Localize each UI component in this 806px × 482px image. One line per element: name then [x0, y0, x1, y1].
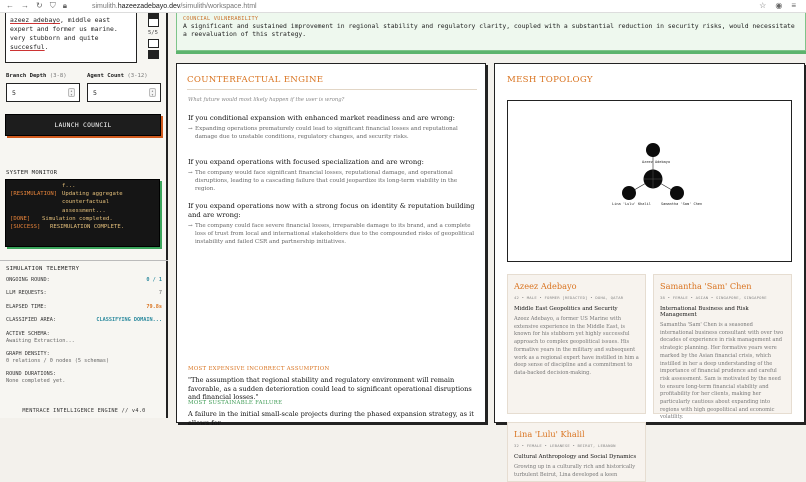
url-path: /simulith/workspace.html	[180, 2, 257, 10]
bio-text: , middle east expert and former us marine. very stubborn and quite	[10, 16, 118, 42]
lock-icon[interactable]: 🔒︎	[62, 1, 67, 10]
telemetry-row	[6, 277, 162, 284]
agent-count-range: (3-12)	[127, 73, 148, 79]
agent-card[interactable]	[653, 274, 792, 421]
browser-toolbar	[0, 0, 806, 13]
system-monitor-title: SYSTEM MONITOR	[6, 170, 58, 176]
agent-node[interactable]	[670, 186, 684, 200]
agent-meta: 38 • FEMALE • ASIAN • SINGAPORE, SINGAPORE	[660, 295, 767, 300]
agent-remove-button[interactable]	[148, 39, 159, 48]
arrow-icon: →	[188, 170, 193, 176]
agent-meta: 42 • MALE • FORMER [REDACTED] • DOHA, QATAR	[514, 295, 624, 300]
node-label: Lina 'Lulu' Khalil	[612, 202, 651, 206]
arrow-icon: →	[188, 223, 193, 229]
scenario-body	[188, 170, 478, 193]
agent-meta: 32 • FEMALE • LEBANESE • BEIRUT, LEBANON	[514, 443, 616, 448]
active-schema-value: Awaiting Extraction...	[6, 338, 75, 344]
telemetry-title: SIMULATION TELEMETRY	[6, 266, 80, 272]
agent-count-value: 5	[93, 89, 97, 97]
scenario-body-text: The company could face severe financial losses, irreparable damage to its brand, and a complete loss of trust from local and international stakeholders due to the compounded risks of geopolitical instability and failed CSR and partnership initiatives.	[195, 223, 475, 245]
branch-depth-input[interactable]	[6, 83, 80, 102]
telemetry-row	[6, 317, 162, 324]
agent-counter: 5/5	[148, 30, 158, 36]
most-sustainable-failure-label: MOST SUSTAINABLE FAILURE	[188, 400, 283, 406]
active-schema-label: ACTIVE SCHEMA:	[6, 331, 50, 337]
most-expensive-assumption-text: "The assumption that regional stability and regulatory environment will remain favorable, as a sudden deterioration could lead to significant operational disruptions and financial losses."	[188, 376, 472, 401]
system-monitor-console	[5, 179, 160, 247]
scenario-item	[188, 114, 478, 142]
star-icon[interactable]: ☆	[759, 1, 767, 10]
counterfactual-panel	[176, 63, 486, 427]
back-icon[interactable]: ←	[6, 1, 14, 10]
agent-field: International Business and Risk Management	[660, 306, 749, 318]
scenario-body	[188, 126, 478, 142]
telemetry-value: 79.8s	[146, 304, 162, 310]
monitor-text-1a: Updating aggregate	[62, 191, 123, 198]
agent-name: Samantha 'Sam' Chen	[660, 281, 752, 291]
branch-depth-value: 5	[12, 89, 16, 97]
telemetry-value: 7	[158, 290, 162, 296]
bio-dot: .	[44, 43, 49, 51]
agent-count-input[interactable]	[87, 83, 161, 102]
url-domain: hazeezadebayo.dev	[117, 2, 181, 10]
vulnerability-text: A significant and sustained improvement in regional stability and regulatory clarity, coupled with a substantial reduction in security risks, would necessitate a reevaluation of this strategy.	[183, 22, 795, 39]
browser-nav	[0, 2, 88, 10]
agent-confirm-button[interactable]	[148, 50, 159, 59]
telemetry-value: 0 / 1	[146, 277, 162, 283]
counterfactual-question: What future would most likely happen if the user is wrong?	[188, 97, 345, 103]
monitor-text-3: RESIMULATION COMPLETE.	[50, 224, 125, 231]
branch-depth-label-text: Branch Depth	[6, 73, 47, 79]
agent-count-label-text: Agent Count	[87, 73, 125, 79]
launch-council-button[interactable]: LAUNCH COUNCIL	[5, 114, 161, 136]
most-expensive-assumption-label: MOST EXPENSIVE INCORRECT ASSUMPTION	[188, 366, 330, 372]
graph-density-label: GRAPH DENSITY:	[6, 351, 50, 357]
scenario-heading: If you conditional expansion with enhanced market readiness and are wrong:	[188, 114, 455, 122]
agent-card[interactable]	[507, 422, 646, 482]
scenario-heading: If you expand operations with focused specialization and are wrong:	[188, 158, 424, 166]
scenario-body-text: Expanding operations prematurely could lead to significant financial losses and reputational damage due to unstable conditions, regulatory changes, and security risks.	[195, 126, 458, 140]
node-label: Samantha 'Sam' Chen	[661, 202, 703, 206]
mesh-title: MESH TOPOLOGY	[507, 75, 593, 85]
arrow-icon: →	[188, 126, 193, 132]
telemetry-row	[6, 304, 162, 311]
agent-name: Lina 'Lulu' Khalil	[514, 429, 585, 439]
vulnerability-banner	[176, 13, 806, 51]
monitor-text-1b: counterfactual	[62, 199, 110, 206]
telemetry-label: ELAPSED TIME:	[6, 304, 47, 310]
scenario-body-text: The company would face significant financial losses, reputational damage, and operational disruptions, leading to a cascading failure that could jeopardize its long-term viability in the region.	[195, 170, 458, 192]
monitor-tag-resimulation: [RESIMULATION]	[10, 191, 58, 198]
agent-name: Azeez Adebayo	[514, 281, 577, 291]
monitor-tag-success: [SUCCESS]	[10, 224, 41, 231]
title-divider	[187, 89, 477, 90]
agent-description: Growing up in a culturally rich and historically turbulent Beirut, Lina developed a keen	[514, 464, 636, 478]
agent-node[interactable]	[646, 143, 660, 157]
graph-density-value: 0 relations / 0 nodes (5 schemas)	[6, 358, 110, 364]
monitor-tag-done: [DONE]	[10, 215, 31, 222]
counterfactual-title: COUNTERFACTUAL ENGINE	[187, 75, 324, 85]
agent-add-button[interactable]	[148, 18, 159, 27]
telemetry-label: CLASSIFIED AREA:	[6, 317, 56, 323]
scenario-item	[188, 158, 478, 193]
forward-icon[interactable]: →	[21, 1, 29, 10]
scenario-body	[188, 223, 478, 246]
agent-count-stepper-icon[interactable]: ▴ ▾	[149, 88, 156, 97]
sidebar-divider	[0, 260, 168, 261]
agent-description: Azeez Adebayo, a former US Marine with extensive experience in the Middle East, is known for his stubborn yet highly successful approach to complex geopolitical issues. His formative years in the military and subsequent work as a regional expert have instilled in him a deep sense of discipline and a commitment to data-backed decision-making.	[514, 316, 639, 376]
monitor-line-0: f...	[62, 183, 76, 189]
agent-field: Middle East Geopolitics and Security	[514, 306, 618, 312]
branch-depth-range: (3-8)	[49, 73, 67, 79]
bio-textarea[interactable]	[5, 13, 137, 63]
telemetry-label: ONGOING ROUND:	[6, 277, 50, 283]
round-durations-value: None completed yet.	[6, 378, 66, 384]
monitor-text-1c: assessment...	[62, 207, 106, 214]
scenario-heading: If you expand operations now with a strong focus on identity & reputation building and are wrong:	[188, 202, 475, 219]
agent-field: Cultural Anthropology and Social Dynamics	[514, 454, 637, 460]
branch-depth-stepper-icon[interactable]: ▴ ▾	[68, 88, 75, 97]
address-bar[interactable]	[88, 3, 759, 10]
shield-icon[interactable]: ⛉	[49, 1, 56, 10]
bio-end: succesful	[10, 43, 45, 51]
scenario-item	[188, 202, 478, 246]
round-durations-label: ROUND DURATIONS:	[6, 371, 56, 377]
menu-icon[interactable]: ≡	[791, 1, 796, 10]
bio-name: azeez adebayo	[10, 16, 61, 24]
monitor-text-2: Simulation completed.	[42, 215, 113, 222]
agent-node[interactable]	[622, 186, 636, 200]
engine-footer: MENTRACE INTELLIGENCE ENGINE // v4.0	[22, 408, 146, 414]
mesh-topology-panel	[494, 63, 805, 478]
account-icon[interactable]: ◉	[775, 1, 783, 10]
most-sustainable-failure-text: A failure in the initial small-scale projects during the phased expansion strategy, as it allows for	[188, 410, 474, 427]
telemetry-row	[6, 290, 162, 297]
agent-card[interactable]	[507, 274, 646, 414]
sidebar	[0, 13, 168, 418]
telemetry-label: LLM REQUESTS:	[6, 290, 47, 296]
reload-icon[interactable]: ↻	[36, 1, 43, 10]
mesh-graph[interactable]	[507, 100, 792, 262]
url-prefix: simulith.	[92, 2, 118, 10]
node-label: Azeez Adebayo	[642, 160, 671, 164]
branch-depth-label	[6, 73, 67, 79]
vulnerability-label: COUNCIAL VULNERABILITY	[183, 16, 259, 22]
agent-description: Samantha 'Sam' Chen is a seasoned international business consultant with over two decades of experience in risk management and strategic planning. Her formative years were marked by the Asian financial crisis, which instilled in her a deep understanding of the importance of financial prudence and careful risk assessment. Sam is motivated by the need to ensure long-term financial stability and profitability for her clients, making her particularly cautious about expanding into regions with high geopolitical and economic volatility.	[660, 322, 784, 421]
mesh-graph-svg	[508, 101, 791, 261]
agent-count-label	[87, 73, 148, 79]
telemetry-value: CLASSIFYING DOMAIN...	[96, 317, 162, 323]
